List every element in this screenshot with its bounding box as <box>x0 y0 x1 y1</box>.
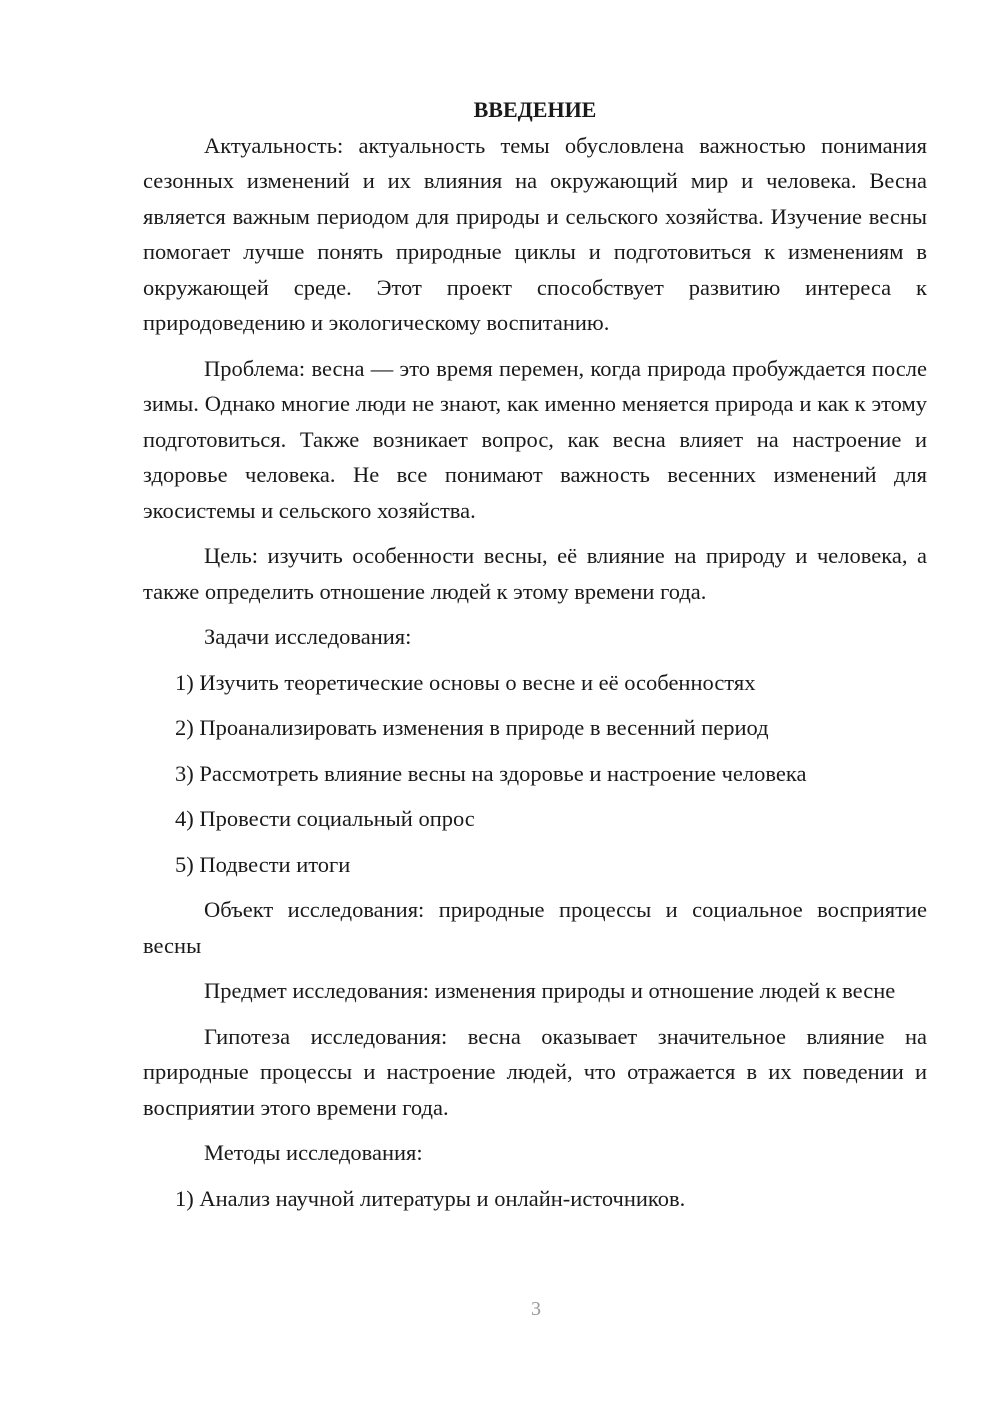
paragraph-hypothesis: Гипотеза исследования: весна оказывает значительное влияние на природные процессы и настроение людей, что отражается в их поведении и восприятии этого времени года. <box>143 1023 927 1120</box>
task-item: 3) Рассмотреть влияние весны на здоровье и настроение человека <box>175 760 807 786</box>
paragraph-actuality: Актуальность: актуальность темы обусловлена важностью понимания сезонных изменений и их влияния на окружающий мир и человека. Весна является важным периодом для природы и сельского хозяйства. Изучение весны помогает лучше понять природные циклы и подготовиться к изменениям в окружающей среде. Этот проект способствует развитию интереса к природоведению и экологическому воспитанию. <box>143 132 927 335</box>
methods-heading: Методы исследования: <box>204 1140 423 1165</box>
page-content <box>143 92 927 1226</box>
section-title: ВВЕДЕНИЕ <box>473 97 597 122</box>
method-item: 1) Анализ научной литературы и онлайн-источников. <box>175 1185 686 1211</box>
paragraph-object: Объект исследования: природные процессы и социальное восприятие весны <box>143 897 927 958</box>
task-item: 5) Подвести итоги <box>175 851 351 877</box>
task-item: 4) Провести социальный опрос <box>175 806 475 831</box>
tasks-heading: Задачи исследования: <box>204 624 412 649</box>
task-item: 2) Проанализировать изменения в природе в весенний период <box>175 715 769 740</box>
paragraph-subject: Предмет исследования: изменения природы и отношение людей к весне <box>204 978 896 1003</box>
task-item: 1) Изучить теоретические основы о весне и её особенностях <box>175 669 756 695</box>
page-number: 3 <box>531 1298 541 1320</box>
paragraph-problem: Проблема: весна — это время перемен, когда природа пробуждается после зимы. Однако многие люди не знают, как именно меняется природа и как к этому подготовиться. Также возникает вопрос, как весна влияет на настроение и здоровье человека. Не все понимают важность весенних изменений для экосистемы и сельского хозяйства. <box>143 355 927 523</box>
paragraph-goal: Цель: изучить особенности весны, её влияние на природу и человека, а также определить отношение людей к этому времени года. <box>143 543 927 604</box>
